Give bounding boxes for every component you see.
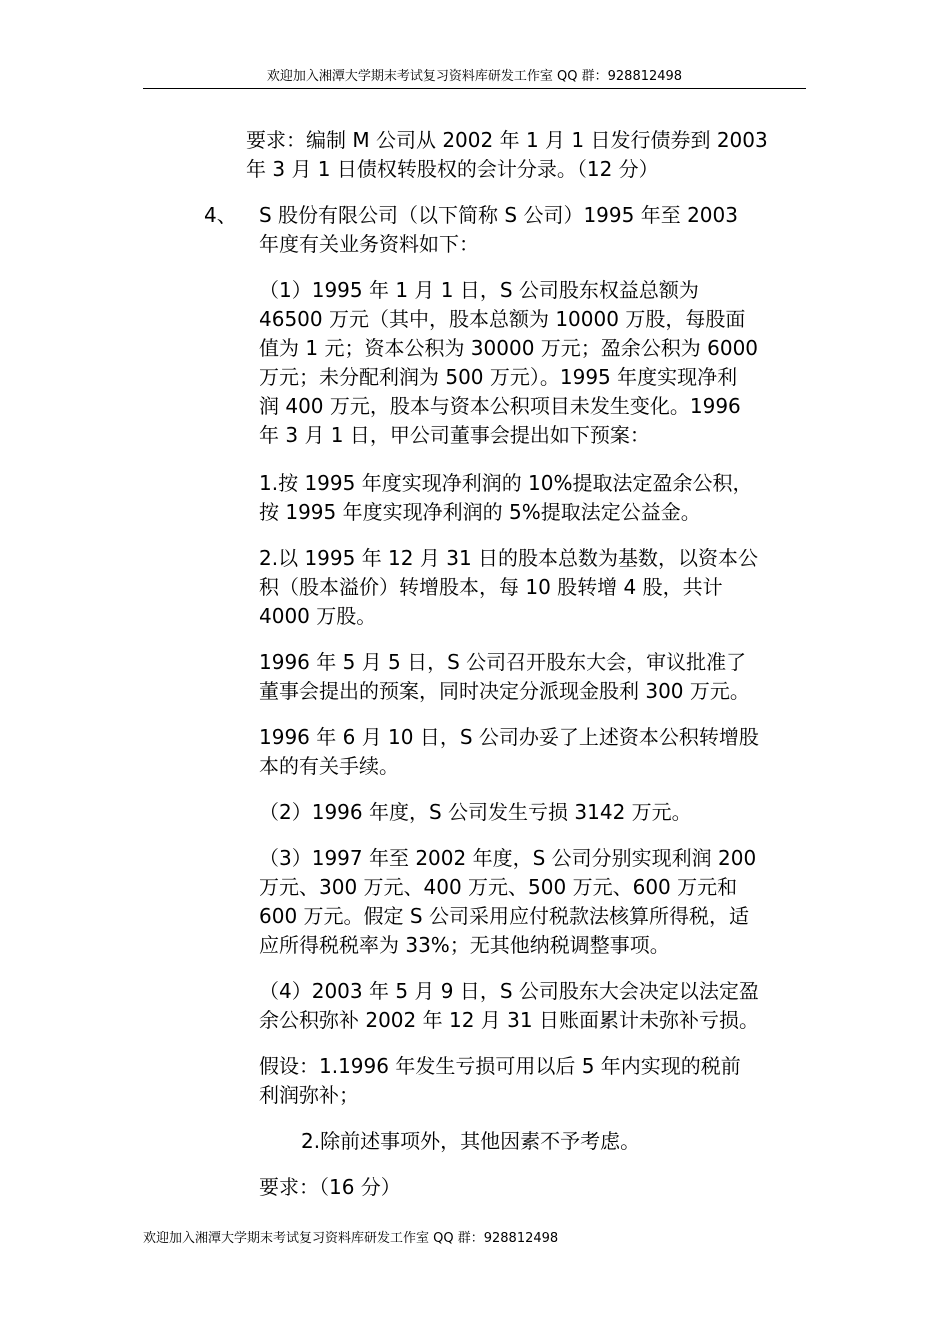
text-line: 1996 年 6 月 10 日，S 公司办妥了上述资本公积转增股 bbox=[259, 725, 759, 749]
text-line: 600 万元。假定 S 公司采用应付税款法核算所得税，适 bbox=[259, 904, 749, 928]
text-line: 年度有关业务资料如下： bbox=[259, 232, 479, 256]
question-number: 4、 bbox=[204, 203, 237, 227]
paragraph-3 bbox=[259, 544, 758, 631]
text-line: （2）1996 年度，S 公司发生亏损 3142 万元。 bbox=[259, 800, 692, 824]
paragraph-6 bbox=[259, 798, 692, 827]
paragraph-4 bbox=[259, 648, 750, 706]
text-line: 本的有关手续。 bbox=[259, 754, 399, 778]
text-line: 要求：编制 M 公司从 2002 年 1 月 1 日发行债券到 2003 bbox=[246, 128, 768, 152]
text-line: （1）1995 年 1 月 1 日，S 公司股东权益总额为 bbox=[259, 278, 699, 302]
text-line: 年 3 月 1 日，甲公司董事会提出如下预案： bbox=[259, 423, 650, 447]
paragraph-2 bbox=[259, 469, 753, 527]
text-line: 年 3 月 1 日债权转股权的会计分录。（12 分） bbox=[246, 157, 659, 181]
text-line: S 股份有限公司（以下简称 S 公司）1995 年至 2003 bbox=[259, 203, 738, 227]
previous-requirement bbox=[246, 126, 768, 184]
text-line: 利润弥补； bbox=[259, 1083, 359, 1107]
text-line: 万元、300 万元、400 万元、500 万元、600 万元和 bbox=[259, 875, 738, 899]
requirement-label bbox=[259, 1173, 401, 1202]
text-line: 董事会提出的预案，同时决定分派现金股利 300 万元。 bbox=[259, 679, 750, 703]
page-header: 欢迎加入湘潭大学期末考试复习资料库研发工作室 QQ 群：928812498 bbox=[266, 69, 683, 84]
paragraph-8 bbox=[259, 977, 759, 1035]
header-divider bbox=[143, 88, 806, 89]
text-line: 按 1995 年度实现净利润的 5%提取法定公益金。 bbox=[259, 500, 701, 524]
text-line: 2.除前述事项外，其他因素不予考虑。 bbox=[301, 1129, 641, 1153]
text-line: 4000 万股。 bbox=[259, 604, 377, 628]
text-line: 1996 年 5 月 5 日，S 公司召开股东大会，审议批准了 bbox=[259, 650, 747, 674]
text-line: （4）2003 年 5 月 9 日，S 公司股东大会决定以法定盈 bbox=[259, 979, 759, 1003]
text-line: 润 400 万元，股本与资本公积项目未发生变化。1996 bbox=[259, 394, 741, 418]
text-line: 46500 万元（其中，股本总额为 10000 万股，每股面 bbox=[259, 307, 746, 331]
paragraph-7 bbox=[259, 844, 756, 960]
paragraph-9 bbox=[259, 1052, 741, 1110]
text-line: 假设：1.1996 年发生亏损可用以后 5 年内实现的税前 bbox=[259, 1054, 741, 1078]
text-line: 应所得税税率为 33%；无其他纳税调整事项。 bbox=[259, 933, 670, 957]
text-line: 要求：（16 分） bbox=[259, 1175, 401, 1199]
question-intro bbox=[259, 201, 738, 259]
text-line: 1.按 1995 年度实现净利润的 10%提取法定盈余公积， bbox=[259, 471, 753, 495]
text-line: 2.以 1995 年 12 月 31 日的股本总数为基数，以资本公 bbox=[259, 546, 759, 570]
text-line: 万元；未分配利润为 500 万元）。1995 年度实现净利 bbox=[259, 365, 738, 389]
paragraph-1 bbox=[259, 276, 758, 450]
text-line: 积（股本溢价）转增股本，每 10 股转增 4 股，共计 bbox=[259, 575, 723, 599]
paragraph-10 bbox=[301, 1127, 640, 1156]
page-footer: 欢迎加入湘潭大学期末考试复习资料库研发工作室 QQ 群：928812498 bbox=[143, 1231, 559, 1246]
text-line: 值为 1 元；资本公积为 30000 万元；盈余公积为 6000 bbox=[259, 336, 759, 360]
text-line: （3）1997 年至 2002 年度，S 公司分别实现利润 200 bbox=[259, 846, 757, 870]
paragraph-5 bbox=[259, 723, 759, 781]
text-line: 余公积弥补 2002 年 12 月 31 日账面累计未弥补亏损。 bbox=[259, 1008, 759, 1032]
